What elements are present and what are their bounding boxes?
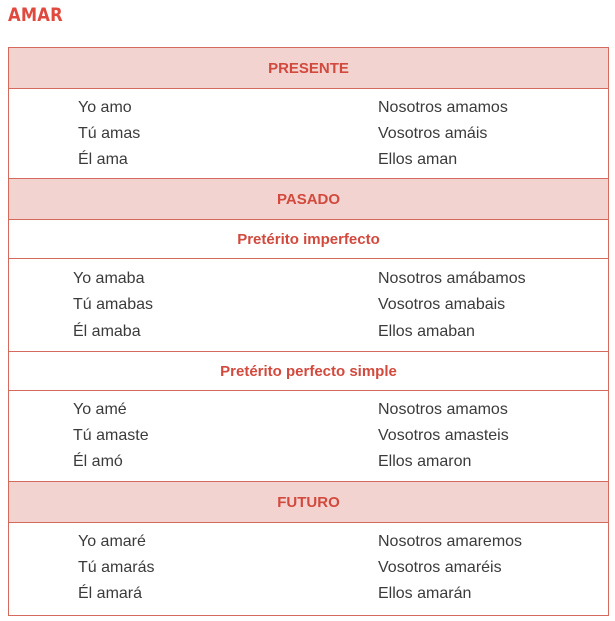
tense-header-pasado: PASADO bbox=[9, 179, 608, 220]
forms-presente bbox=[9, 89, 608, 179]
form-el: Él amará bbox=[78, 585, 143, 602]
form-vosotros: Vosotros amaréis bbox=[378, 559, 502, 576]
form-ellos: Ellos amarán bbox=[378, 585, 472, 602]
conjugation-table bbox=[8, 47, 609, 616]
form-vosotros: Vosotros amáis bbox=[378, 125, 488, 142]
page-title: AMAR bbox=[8, 4, 63, 26]
form-nosotros: Nosotros amamos bbox=[378, 99, 508, 116]
form-yo: Yo amé bbox=[73, 401, 127, 418]
form-el: Él amaba bbox=[73, 323, 141, 340]
form-ellos: Ellos amaban bbox=[378, 323, 475, 340]
tense-header-futuro: FUTURO bbox=[9, 482, 608, 523]
form-el: Él ama bbox=[78, 151, 128, 168]
form-vosotros: Vosotros amasteis bbox=[378, 427, 509, 444]
form-yo: Yo amaba bbox=[73, 270, 145, 287]
form-yo: Yo amaré bbox=[78, 533, 146, 550]
form-tu: Tú amaste bbox=[73, 427, 149, 444]
forms-perfecto-simple bbox=[9, 391, 608, 482]
form-nosotros: Nosotros amaremos bbox=[378, 533, 523, 550]
form-tu: Tú amarás bbox=[78, 559, 155, 576]
form-nosotros: Nosotros amamos bbox=[378, 401, 508, 418]
form-el: Él amó bbox=[73, 453, 123, 470]
tense-header-presente: PRESENTE bbox=[9, 48, 608, 89]
form-ellos: Ellos amaron bbox=[378, 453, 472, 470]
form-tu: Tú amabas bbox=[73, 296, 154, 313]
subtense-header-perfecto-simple: Pretérito perfecto simple bbox=[9, 352, 608, 391]
form-nosotros: Nosotros amábamos bbox=[378, 270, 526, 287]
form-vosotros: Vosotros amabais bbox=[378, 296, 506, 313]
form-ellos: Ellos aman bbox=[378, 151, 458, 168]
forms-imperfecto bbox=[9, 259, 608, 352]
subtense-header-imperfecto: Pretérito imperfecto bbox=[9, 220, 608, 259]
forms-futuro bbox=[9, 523, 608, 615]
form-yo: Yo amo bbox=[78, 99, 132, 116]
form-tu: Tú amas bbox=[78, 125, 141, 142]
